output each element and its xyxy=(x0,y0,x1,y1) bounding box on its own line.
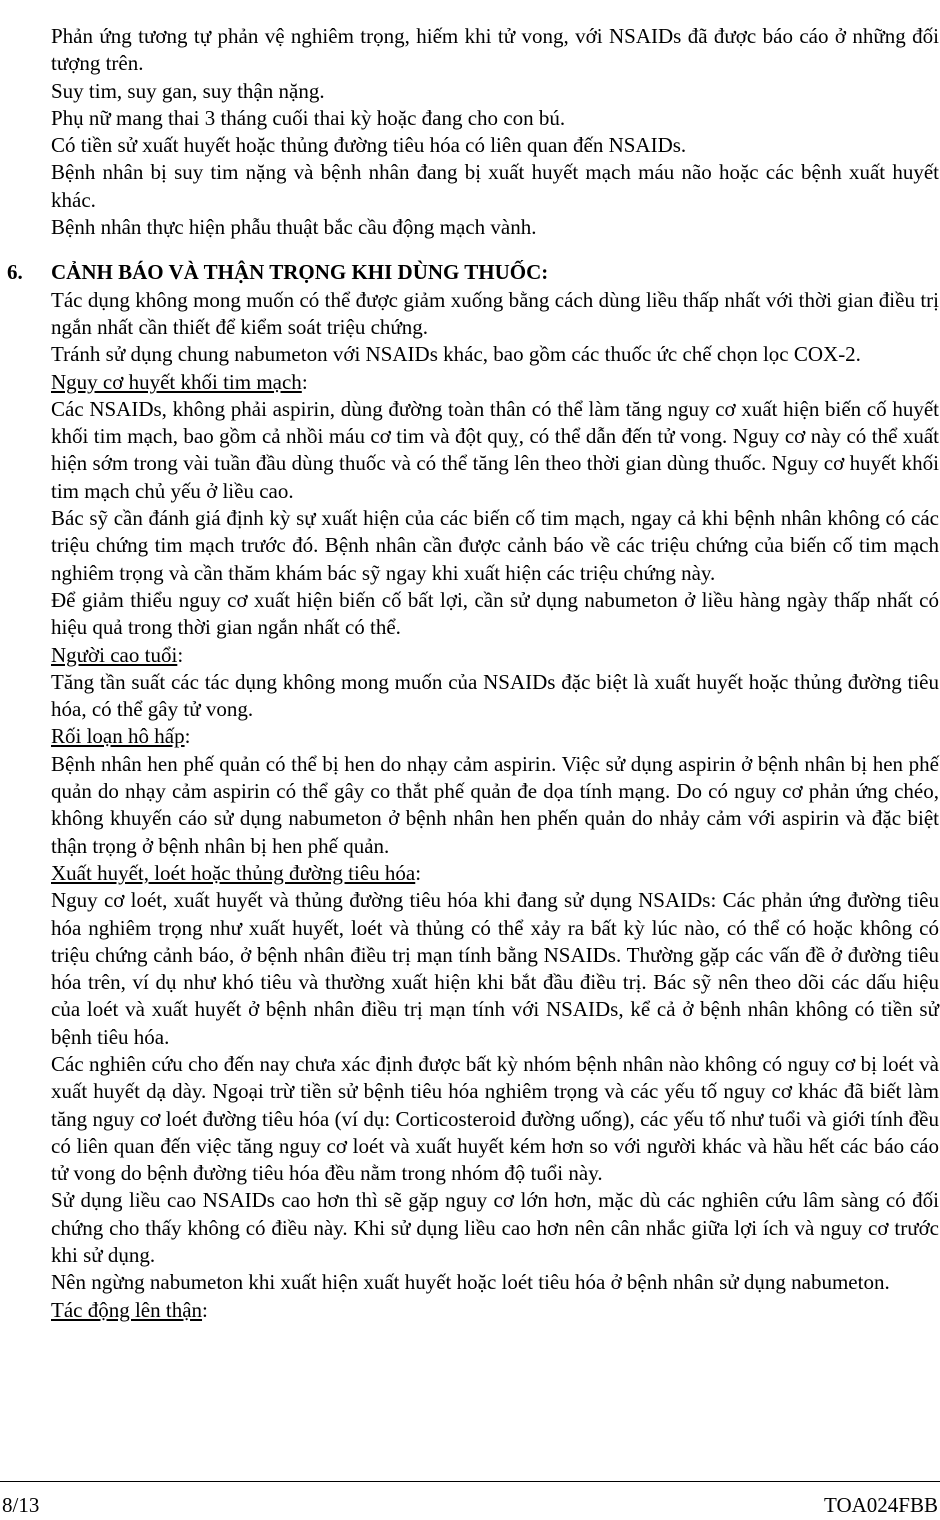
paragraph: Để giảm thiểu nguy cơ xuất hiện biến cố bất lợi, cần sử dụng nabumeton ở liều hàng ngày thấp nhất có hiệu quả trong thời gian ngắn nhất có thể. xyxy=(51,587,939,640)
paragraph: Tránh sử dụng chung nabumeton với NSAIDs khác, bao gồm các thuốc ức chế chọn lọc COX-2. xyxy=(51,342,861,367)
subheading-gi-text: Xuất huyết, loét hoặc thủng đường tiêu hóa xyxy=(51,860,416,885)
paragraph: Bệnh nhân thực hiện phẫu thuật bắc cầu động mạch vành. xyxy=(51,215,537,240)
subheading-gi: Xuất huyết, loét hoặc thủng đường tiêu hóa: xyxy=(51,860,422,885)
paragraph: Bệnh nhân hen phế quản có thể bị hen do nhạy cảm aspirin. Việc sử dụng aspirin ở bệnh nhân bị hen phế quản do nhạy cảm aspirin có thể gây co thắt phế quản đe dọa tính mạng. Do có nguy cơ phản ứng chéo, không khuyến cáo sử dụng nabumeton ở bệnh nhân hen phến quản do nhảy cảm với aspirin và đặc biệt thận trọng ở bệnh nhân bị hen phế quản. xyxy=(51,751,939,858)
subheading-elderly-text: Người cao tuổi xyxy=(51,642,178,667)
subheading-cardio: Nguy cơ huyết khối tim mạch: xyxy=(51,369,308,394)
paragraph: Tăng tần suất các tác dụng không mong muốn của NSAIDs đặc biệt là xuất huyết hoặc thủng đường tiêu hóa, có thể gây tử vong. xyxy=(51,669,939,722)
paragraph: Bệnh nhân bị suy tim nặng và bệnh nhân đang bị xuất huyết mạch máu não hoặc các bệnh xuất huyết khác. xyxy=(51,160,939,212)
page-number: 8/13 xyxy=(2,1493,40,1517)
subheading-respiratory: Rối loạn hô hấp: xyxy=(51,724,191,749)
paragraph: Bác sỹ cần đánh giá định kỳ sự xuất hiện của các biến cố tim mạch, ngay cả khi bệnh nhân không có các triệu chứng tim mạch trước đó. Bệnh nhân cần được cảnh báo về các triệu chứng của biến cố tim mạch nghiêm trọng và cần thăm khám bác sỹ ngay khi xuất hiện các triệu chứng này. xyxy=(51,506,939,585)
paragraph: Phản ứng tương tự phản vệ nghiêm trọng, hiếm khi tử vong, với NSAIDs đã được báo cáo ở những đối tượng trên. xyxy=(51,24,939,76)
section-title: CẢNH BÁO VÀ THẬN TRỌNG KHI DÙNG THUỐC: xyxy=(51,260,549,285)
paragraph: Các nghiên cứu cho đến nay chưa xác định được bất kỳ nhóm bệnh nhân nào không có nguy cơ bị loét và xuất huyết dạ dày. Ngoại trừ tiền sử bệnh tiêu hóa nghiêm trọng và các yếu tố nguy cơ khác đã biết làm tăng nguy cơ loét đường tiêu hóa (ví dụ: Corticosteroid đường uống), các yếu tố như tuổi và giới tính đều có liên quan đến việc tăng nguy cơ loét và xuất huyết kém hơn so với người khác và hầu hết các báo cáo tử vong do bệnh đường tiêu hóa đều nằm trong nhóm độ tuổi này. xyxy=(51,1051,939,1186)
paragraph: Tác dụng không mong muốn có thể được giảm xuống bằng cách dùng liều thấp nhất với thời gian điều trị ngắn nhất cần thiết để kiểm soát triệu chứng. xyxy=(51,287,939,339)
paragraph: Có tiền sử xuất huyết hoặc thủng đường tiêu hóa có liên quan đến NSAIDs. xyxy=(51,133,687,158)
subheading-respiratory-text: Rối loạn hô hấp xyxy=(51,724,185,749)
paragraph: Nên ngừng nabumeton khi xuất hiện xuất huyết hoặc loét tiêu hóa ở bệnh nhân sử dụng nabumeton. xyxy=(51,1270,890,1295)
subheading-cardio-text: Nguy cơ huyết khối tim mạch xyxy=(51,369,302,394)
paragraph: Nguy cơ loét, xuất huyết và thủng đường tiêu hóa khi đang sử dụng NSAIDs: Các phản ứng đường tiêu hóa nghiêm trọng như xuất huyết, loét và thủng có thể xảy ra bất kỳ lúc nào, có thể có hoặc không có triệu chứng cảnh báo, ở bệnh nhân điều trị mạn tính bằng NSAIDs. Thường gặp các vấn đề ở đường tiêu hóa trên, ví dụ như khó tiêu và thường xuất hiện khi bắt đầu điều trị. Bác sỹ nên theo dõi các dấu hiệu của loét và xuất huyết ở bệnh nhân điều trị mạn tính với NSAIDs, kể cả ở bệnh nhân không có tiền sử bệnh tiêu hóa. xyxy=(51,888,939,1049)
paragraph: Suy tim, suy gan, suy thận nặng. xyxy=(51,78,325,103)
subheading-kidney-text: Tác động lên thận xyxy=(51,1297,203,1322)
page-content xyxy=(7,23,939,1324)
section-number: 6. xyxy=(7,260,23,285)
paragraph: Phụ nữ mang thai 3 tháng cuối thai kỳ hoặc đang cho con bú. xyxy=(51,105,566,130)
subheading-kidney: Tác động lên thận: xyxy=(51,1297,208,1322)
subheading-elderly: Người cao tuổi: xyxy=(51,642,184,667)
paragraph: Các NSAIDs, không phải aspirin, dùng đường toàn thân có thể làm tăng nguy cơ xuất hiện biến cố huyết khối tim mạch, bao gồm cả nhồi máu cơ tim và đột quỵ, có thể dẫn đến tử vong. Nguy cơ này có thể xuất hiện sớm trong vài tuần đầu dùng thuốc và có thể tăng lên theo thời gian dùng thuốc. Nguy cơ huyết khối tim mạch chủ yếu ở liều cao. xyxy=(51,396,939,503)
section-heading xyxy=(7,259,939,286)
document-code: TOA024FBB xyxy=(824,1493,938,1517)
paragraph: Sử dụng liều cao NSAIDs cao hơn thì sẽ gặp nguy cơ lớn hơn, mặc dù các nghiên cứu lâm sàng có đối chứng cho thấy không có điều này. Khi sử dụng liều cao hơn nên cân nhắc giữa lợi ích và nguy cơ trước khi sử dụng. xyxy=(51,1188,939,1268)
footer-divider xyxy=(0,1481,940,1482)
